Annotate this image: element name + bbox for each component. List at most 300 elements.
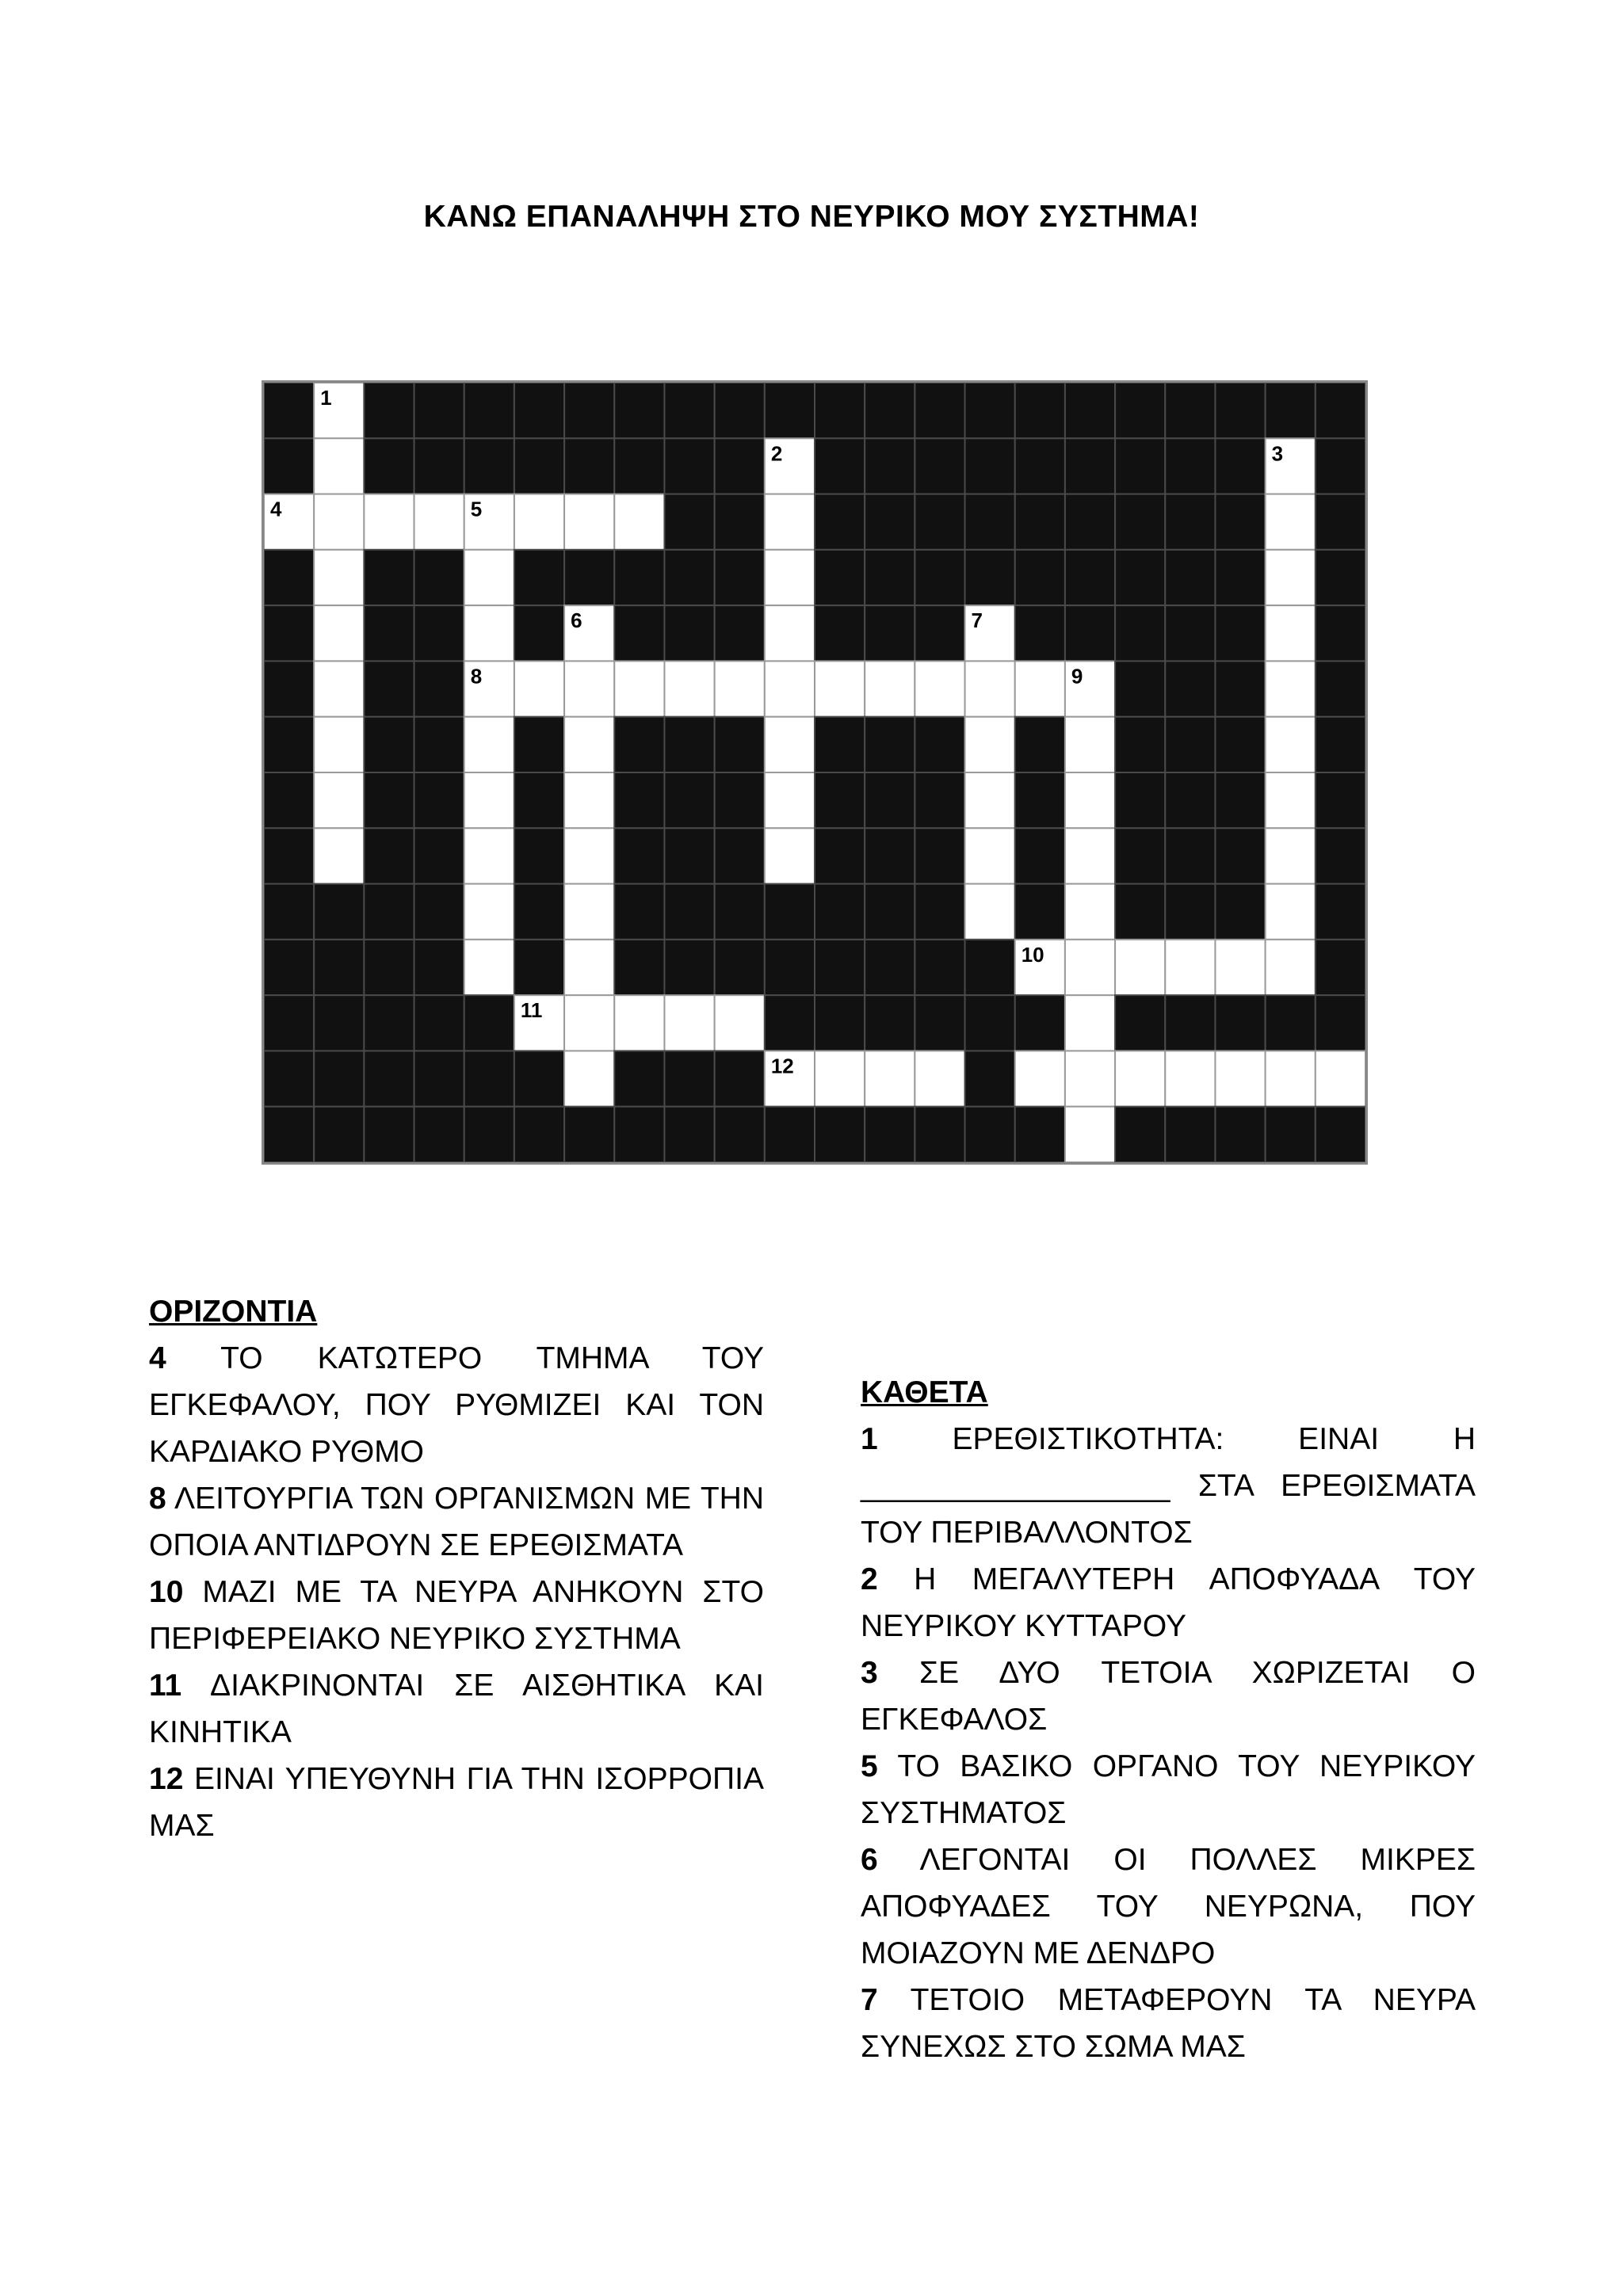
crossword-black-cell — [715, 438, 765, 494]
crossword-black-cell — [715, 550, 765, 605]
crossword-black-cell — [815, 605, 865, 661]
clue-text: ΔΙΑΚΡΙΝΟΝΤΑΙ ΣΕ ΑΙΣΘΗΤΙΚΑ ΚΑΙ ΚΙΝΗΤΙΚΑ — [149, 1669, 764, 1749]
crossword-black-cell — [364, 884, 414, 940]
crossword-black-cell — [364, 661, 414, 716]
crossword-black-cell — [414, 383, 464, 438]
crossword-black-cell — [414, 605, 464, 661]
crossword-cell[interactable] — [965, 661, 1015, 716]
crossword-black-cell — [715, 828, 765, 883]
crossword-black-cell — [664, 940, 714, 995]
crossword-black-cell — [865, 772, 915, 828]
crossword-black-cell — [364, 383, 414, 438]
crossword-cell[interactable] — [1165, 940, 1215, 995]
crossword-black-cell — [1215, 494, 1265, 550]
crossword-black-cell — [1115, 884, 1165, 940]
crossword-black-cell — [715, 1107, 765, 1162]
crossword-black-cell — [1165, 438, 1215, 494]
crossword-cell[interactable] — [614, 661, 664, 716]
crossword-cell[interactable] — [1165, 1051, 1215, 1106]
crossword-black-cell — [865, 494, 915, 550]
crossword-black-cell — [715, 717, 765, 772]
crossword-cell[interactable] — [715, 661, 765, 716]
crossword-black-cell — [664, 494, 714, 550]
crossword-black-cell — [865, 717, 915, 772]
crossword-black-cell — [1115, 494, 1165, 550]
crossword-black-cell — [1266, 995, 1316, 1051]
crossword-black-cell — [464, 1051, 514, 1106]
crossword-black-cell — [1215, 828, 1265, 883]
crossword-black-cell — [264, 550, 314, 605]
crossword-black-cell — [664, 383, 714, 438]
crossword-black-cell — [765, 940, 815, 995]
crossword-black-cell — [264, 438, 314, 494]
crossword-black-cell — [965, 1107, 1015, 1162]
crossword-black-cell — [614, 717, 664, 772]
crossword-cell[interactable] — [1065, 828, 1115, 883]
crossword-black-cell — [1115, 383, 1165, 438]
crossword-black-cell — [364, 995, 414, 1051]
crossword-cell[interactable] — [1015, 661, 1065, 716]
down-heading: ΚΑΘΕΤΑ — [861, 1375, 988, 1409]
crossword-cell[interactable] — [715, 995, 765, 1051]
crossword-black-cell — [1165, 828, 1215, 883]
crossword-black-cell — [1215, 605, 1265, 661]
across-clue-list — [149, 1335, 764, 1849]
clue-item — [149, 1756, 764, 1849]
crossword-black-cell — [815, 772, 865, 828]
clue-item — [861, 1650, 1476, 1743]
crossword-cell[interactable] — [1115, 940, 1165, 995]
crossword-black-cell — [664, 772, 714, 828]
crossword-black-cell — [564, 550, 614, 605]
crossword-black-cell — [1316, 772, 1365, 828]
clue-number: 12 — [149, 1762, 184, 1796]
crossword-cell[interactable] — [1065, 995, 1115, 1051]
crossword-black-cell — [514, 828, 564, 883]
crossword-black-cell — [314, 1051, 364, 1106]
crossword-black-cell — [815, 884, 865, 940]
crossword-black-cell — [664, 550, 714, 605]
crossword-cell[interactable] — [815, 1051, 865, 1106]
crossword-cell[interactable] — [1266, 1051, 1316, 1106]
crossword-cell[interactable] — [564, 828, 614, 883]
clue-number: 11 — [149, 1669, 182, 1703]
crossword-black-cell — [414, 995, 464, 1051]
crossword-black-cell — [1165, 772, 1215, 828]
crossword-black-cell — [614, 884, 664, 940]
crossword-cell[interactable] — [1215, 940, 1265, 995]
crossword-black-cell — [1215, 717, 1265, 772]
crossword-cell[interactable] — [464, 884, 514, 940]
crossword-cell[interactable] — [314, 661, 364, 716]
clue-text: ΛΕΓΟΝΤΑΙ ΟΙ ΠΟΛΛΕΣ ΜΙΚΡΕΣ ΑΠΟΦΥΑΔΕΣ ΤΟΥ ΝΕΥΡΩΝΑ, ΠΟΥ ΜΟΙΑΖΟΥΝ ΜΕ ΔΕΝΔΡΟ — [861, 1843, 1476, 1970]
crossword-black-cell — [1215, 438, 1265, 494]
crossword-black-cell — [915, 494, 964, 550]
crossword-black-cell — [1115, 828, 1165, 883]
clue-text: ΕΙΝΑΙ ΥΠΕΥΘΥΝΗ ΓΙΑ ΤΗΝ ΙΣΟΡΡΟΠΙΑ ΜΑΣ — [149, 1762, 764, 1843]
crossword-cell[interactable] — [664, 661, 714, 716]
crossword-black-cell — [1165, 550, 1215, 605]
crossword-black-cell — [765, 995, 815, 1051]
crossword-cell[interactable] — [1065, 940, 1115, 995]
crossword-black-cell — [1316, 884, 1365, 940]
crossword-black-cell — [1266, 383, 1316, 438]
clue-number: 6 — [571, 608, 582, 633]
crossword-black-cell — [264, 383, 314, 438]
crossword-cell[interactable] — [1266, 661, 1316, 716]
crossword-cell[interactable] — [765, 494, 815, 550]
crossword-black-cell — [264, 995, 314, 1051]
crossword-black-cell — [1065, 605, 1115, 661]
crossword-black-cell — [865, 1107, 915, 1162]
crossword-grid — [262, 380, 1368, 1165]
clue-number: 11 — [520, 998, 543, 1023]
clue-number: 1 — [320, 386, 332, 410]
crossword-black-cell — [664, 438, 714, 494]
clue-number: 12 — [770, 1054, 794, 1078]
crossword-black-cell — [1316, 995, 1365, 1051]
crossword-black-cell — [915, 717, 964, 772]
crossword-black-cell — [414, 661, 464, 716]
crossword-black-cell — [1316, 1107, 1365, 1162]
clue-item — [149, 1569, 764, 1662]
crossword-black-cell — [614, 1051, 664, 1106]
crossword-cell[interactable] — [765, 550, 815, 605]
crossword-black-cell — [364, 1107, 414, 1162]
crossword-black-cell — [464, 995, 514, 1051]
crossword-black-cell — [815, 383, 865, 438]
crossword-cell[interactable] — [314, 717, 364, 772]
crossword-cell[interactable] — [1266, 828, 1316, 883]
crossword-black-cell — [865, 828, 915, 883]
clue-item — [149, 1335, 764, 1475]
crossword-black-cell — [414, 1051, 464, 1106]
crossword-cell[interactable] — [765, 605, 815, 661]
crossword-black-cell — [1015, 550, 1065, 605]
clue-number: 10 — [149, 1575, 184, 1609]
clue-text: ΤΕΤΟΙΟ ΜΕΤΑΦΕΡΟΥΝ ΤΑ ΝΕΥΡΑ ΣΥΝΕΧΩΣ ΣΤΟ ΣΩΜΑ ΜΑΣ — [861, 1983, 1476, 2064]
crossword-black-cell — [815, 438, 865, 494]
crossword-cell[interactable] — [564, 940, 614, 995]
crossword-black-cell — [664, 828, 714, 883]
crossword-black-cell — [965, 550, 1015, 605]
crossword-black-cell — [564, 383, 614, 438]
crossword-black-cell — [514, 940, 564, 995]
clue-text: ΜΑΖΙ ΜΕ ΤΑ ΝΕΥΡΑ ΑΝΗΚΟΥΝ ΣΤΟ ΠΕΡΙΦΕΡΕΙΑΚΟ ΝΕΥΡΙΚΟ ΣΥΣΤΗΜΑ — [149, 1575, 764, 1656]
crossword-cell[interactable] — [564, 884, 614, 940]
clue-number: 10 — [1021, 942, 1044, 967]
crossword-black-cell — [264, 661, 314, 716]
crossword-black-cell — [965, 494, 1015, 550]
crossword-cell[interactable] — [564, 717, 614, 772]
crossword-black-cell — [815, 828, 865, 883]
crossword-cell[interactable] — [464, 605, 514, 661]
crossword-cell[interactable] — [464, 772, 514, 828]
crossword-black-cell — [1115, 717, 1165, 772]
crossword-black-cell — [1165, 717, 1215, 772]
crossword-black-cell — [1165, 995, 1215, 1051]
crossword-black-cell — [1215, 550, 1265, 605]
clue-number: 8 — [149, 1482, 166, 1516]
crossword-black-cell — [1316, 494, 1365, 550]
crossword-black-cell — [1015, 995, 1065, 1051]
crossword-cell[interactable] — [314, 438, 364, 494]
clue-number: 4 — [149, 1341, 166, 1375]
crossword-black-cell — [364, 605, 414, 661]
crossword-cell[interactable] — [765, 828, 815, 883]
crossword-black-cell — [614, 1107, 664, 1162]
crossword-black-cell — [765, 383, 815, 438]
crossword-black-cell — [514, 1051, 564, 1106]
crossword-cell[interactable] — [564, 1051, 614, 1106]
crossword-black-cell — [314, 995, 364, 1051]
crossword-cell[interactable] — [765, 717, 815, 772]
clue-item — [149, 1662, 764, 1756]
crossword-cell[interactable] — [815, 661, 865, 716]
crossword-black-cell — [614, 605, 664, 661]
crossword-cell[interactable] — [1316, 1051, 1365, 1106]
crossword-cell[interactable] — [464, 717, 514, 772]
crossword-black-cell — [664, 717, 714, 772]
clue-text: ΛΕΙΤΟΥΡΓΙΑ ΤΩΝ ΟΡΓΑΝΙΣΜΩΝ ΜΕ ΤΗΝ ΟΠΟΙΑ ΑΝΤΙΔΡΟΥΝ ΣΕ ΕΡΕΘΙΣΜΑΤΑ — [149, 1482, 764, 1562]
page-title: ΚΑΝΩ ΕΠΑΝΑΛΗΨΗ ΣΤΟ ΝΕΥΡΙΚΟ ΜΟΥ ΣΥΣΤΗΜΑ! — [423, 200, 1200, 234]
clue-text: ΤΟ ΒΑΣΙΚΟ ΟΡΓΑΝΟ ΤΟΥ ΝΕΥΡΙΚΟΥ ΣΥΣΤΗΜΑΤΟΣ — [861, 1749, 1476, 1830]
crossword-black-cell — [614, 383, 664, 438]
crossword-black-cell — [765, 1107, 815, 1162]
crossword-cell[interactable] — [314, 772, 364, 828]
crossword-black-cell — [364, 772, 414, 828]
crossword-cell[interactable] — [1065, 772, 1115, 828]
crossword-cell[interactable] — [1065, 884, 1115, 940]
crossword-black-cell — [1165, 884, 1215, 940]
crossword-black-cell — [915, 550, 964, 605]
crossword-black-cell — [965, 995, 1015, 1051]
crossword-black-cell — [1215, 1107, 1265, 1162]
crossword-cell[interactable] — [464, 940, 514, 995]
crossword-black-cell — [514, 1107, 564, 1162]
clue-text: ΤΟ ΚΑΤΩΤΕΡΟ ΤΜΗΜΑ ΤΟΥ ΕΓΚΕΦΑΛΟΥ, ΠΟΥ ΡΥΘΜΙΖΕΙ ΚΑΙ ΤΟΝ ΚΑΡΔΙΑΚΟ ΡΥΘΜΟ — [149, 1341, 764, 1469]
crossword-black-cell — [664, 884, 714, 940]
down-clues — [861, 1369, 1476, 2070]
crossword-black-cell — [1065, 494, 1115, 550]
crossword-cell[interactable] — [965, 828, 1015, 883]
crossword-cell[interactable] — [564, 995, 614, 1051]
crossword-cell[interactable] — [664, 995, 714, 1051]
clue-number: 7 — [971, 608, 983, 633]
crossword-black-cell — [614, 772, 664, 828]
crossword-cell[interactable] — [965, 772, 1015, 828]
down-clue-list — [861, 1416, 1476, 2070]
crossword-cell[interactable] — [314, 550, 364, 605]
crossword-black-cell — [414, 828, 464, 883]
crossword-cell[interactable] — [464, 828, 514, 883]
crossword-cell[interactable] — [765, 772, 815, 828]
crossword-black-cell — [915, 772, 964, 828]
crossword-cell[interactable] — [965, 717, 1015, 772]
crossword-black-cell — [1015, 494, 1065, 550]
crossword-cell[interactable] — [1266, 494, 1316, 550]
crossword-cell[interactable] — [614, 494, 664, 550]
crossword-cell[interactable] — [314, 494, 364, 550]
crossword-cell[interactable] — [464, 550, 514, 605]
crossword-black-cell — [464, 438, 514, 494]
crossword-black-cell — [1015, 828, 1065, 883]
crossword-black-cell — [1316, 828, 1365, 883]
crossword-black-cell — [364, 438, 414, 494]
clue-number: 1 — [861, 1422, 878, 1456]
crossword-black-cell — [364, 940, 414, 995]
crossword-black-cell — [564, 438, 614, 494]
crossword-black-cell — [915, 884, 964, 940]
crossword-cell[interactable] — [1065, 717, 1115, 772]
crossword-cell[interactable] — [865, 1051, 915, 1106]
crossword-black-cell — [815, 940, 865, 995]
crossword-black-cell — [915, 1107, 964, 1162]
crossword-black-cell — [1266, 1107, 1316, 1162]
crossword-black-cell — [1165, 1107, 1215, 1162]
crossword-cell[interactable] — [1266, 717, 1316, 772]
crossword-black-cell — [1115, 550, 1165, 605]
crossword-black-cell — [1215, 772, 1265, 828]
crossword-black-cell — [314, 940, 364, 995]
crossword-black-cell — [364, 1051, 414, 1106]
crossword-black-cell — [965, 940, 1015, 995]
crossword-black-cell — [664, 1107, 714, 1162]
crossword-cell[interactable] — [614, 995, 664, 1051]
crossword-black-cell — [715, 772, 765, 828]
crossword-cell[interactable] — [915, 661, 964, 716]
crossword-cell[interactable] — [1266, 550, 1316, 605]
crossword-black-cell — [1316, 383, 1365, 438]
crossword-black-cell — [865, 884, 915, 940]
crossword-black-cell — [865, 995, 915, 1051]
crossword-black-cell — [815, 494, 865, 550]
clue-number: 7 — [861, 1983, 878, 2017]
crossword-black-cell — [1015, 383, 1065, 438]
clue-number: 3 — [1271, 441, 1284, 466]
crossword-black-cell — [614, 828, 664, 883]
crossword-black-cell — [264, 940, 314, 995]
crossword-black-cell — [264, 772, 314, 828]
clue-number: 3 — [861, 1656, 878, 1690]
crossword-black-cell — [664, 1051, 714, 1106]
crossword-black-cell — [1115, 1107, 1165, 1162]
clue-number: 2 — [770, 441, 783, 466]
clue-item — [149, 1475, 764, 1569]
clue-number: 5 — [861, 1749, 878, 1783]
crossword-cell[interactable] — [314, 828, 364, 883]
clue-number: 6 — [861, 1843, 878, 1877]
crossword-black-cell — [364, 828, 414, 883]
crossword-black-cell — [715, 494, 765, 550]
crossword-black-cell — [514, 717, 564, 772]
crossword-cell[interactable] — [1065, 1107, 1115, 1162]
crossword-black-cell — [1316, 940, 1365, 995]
crossword-black-cell — [965, 1051, 1015, 1106]
crossword-cell[interactable] — [1065, 1051, 1115, 1106]
crossword-black-cell — [865, 605, 915, 661]
crossword-cell[interactable] — [1266, 772, 1316, 828]
crossword-cell[interactable] — [564, 494, 614, 550]
crossword-black-cell — [364, 550, 414, 605]
across-heading: ΟΡΙΖΟΝΤΙΑ — [149, 1295, 318, 1329]
crossword-cell[interactable] — [765, 661, 815, 716]
crossword-black-cell — [514, 772, 564, 828]
crossword-cell[interactable] — [965, 884, 1015, 940]
crossword-black-cell — [264, 1051, 314, 1106]
crossword-cell[interactable] — [514, 494, 564, 550]
crossword-black-cell — [815, 717, 865, 772]
crossword-black-cell — [1015, 772, 1065, 828]
crossword-black-cell — [1115, 995, 1165, 1051]
crossword-black-cell — [915, 383, 964, 438]
crossword-black-cell — [865, 438, 915, 494]
crossword-cell[interactable] — [364, 494, 414, 550]
crossword-black-cell — [264, 717, 314, 772]
crossword-black-cell — [414, 940, 464, 995]
crossword-cell[interactable] — [1266, 940, 1316, 995]
crossword-black-cell — [514, 884, 564, 940]
clue-item — [861, 1836, 1476, 1977]
clue-item — [861, 1977, 1476, 2070]
crossword-black-cell — [715, 383, 765, 438]
crossword-cell[interactable] — [1115, 1051, 1165, 1106]
crossword-black-cell — [815, 1107, 865, 1162]
clue-text: ΕΡΕΘΙΣΤΙΚΟΤΗΤΑ: ΕΙΝΑΙ Η __________________ ΣΤΑ ΕΡΕΘΙΣΜΑΤΑ ΤΟΥ ΠΕΡΙΒΑΛΛΟΝΤΟΣ — [861, 1422, 1476, 1550]
crossword-black-cell — [264, 828, 314, 883]
clue-number: 5 — [470, 497, 483, 521]
crossword-cell[interactable] — [564, 661, 614, 716]
crossword-black-cell — [1115, 772, 1165, 828]
crossword-cell[interactable] — [414, 494, 464, 550]
crossword-cell[interactable] — [564, 772, 614, 828]
crossword-cell[interactable] — [865, 661, 915, 716]
crossword-cell[interactable] — [915, 1051, 964, 1106]
crossword-black-cell — [514, 605, 564, 661]
crossword-black-cell — [1215, 995, 1265, 1051]
crossword-black-cell — [1165, 605, 1215, 661]
crossword-black-cell — [464, 1107, 514, 1162]
crossword-black-cell — [264, 1107, 314, 1162]
crossword-cell[interactable] — [1266, 884, 1316, 940]
clue-item — [861, 1743, 1476, 1836]
clue-text: Η ΜΕΓΑΛΥΤΕΡΗ ΑΠΟΦΥΑΔΑ ΤΟΥ ΝΕΥΡΙΚΟΥ ΚΥΤΤΑΡΟΥ — [861, 1562, 1476, 1643]
crossword-black-cell — [1316, 550, 1365, 605]
crossword-black-cell — [1316, 661, 1365, 716]
crossword-cell[interactable] — [314, 605, 364, 661]
crossword-cell[interactable] — [514, 661, 564, 716]
crossword-black-cell — [1015, 884, 1065, 940]
crossword-black-cell — [564, 1107, 614, 1162]
crossword-cell[interactable] — [1266, 605, 1316, 661]
clue-number: 2 — [861, 1562, 878, 1596]
crossword-cell[interactable] — [1215, 1051, 1265, 1106]
crossword-black-cell — [1115, 605, 1165, 661]
crossword-black-cell — [1316, 717, 1365, 772]
crossword-black-cell — [414, 717, 464, 772]
crossword-cell[interactable] — [1015, 1051, 1065, 1106]
crossword-black-cell — [1215, 383, 1265, 438]
crossword-black-cell — [1015, 717, 1065, 772]
crossword-black-cell — [514, 383, 564, 438]
crossword-black-cell — [264, 884, 314, 940]
crossword-black-cell — [915, 438, 964, 494]
clue-text: ΣΕ ΔΥΟ ΤΕΤΟΙΑ ΧΩΡΙΖΕΤΑΙ Ο ΕΓΚΕΦΑΛΟΣ — [861, 1656, 1476, 1737]
crossword-black-cell — [1316, 438, 1365, 494]
crossword-black-cell — [965, 383, 1015, 438]
crossword-black-cell — [765, 884, 815, 940]
crossword-black-cell — [414, 772, 464, 828]
